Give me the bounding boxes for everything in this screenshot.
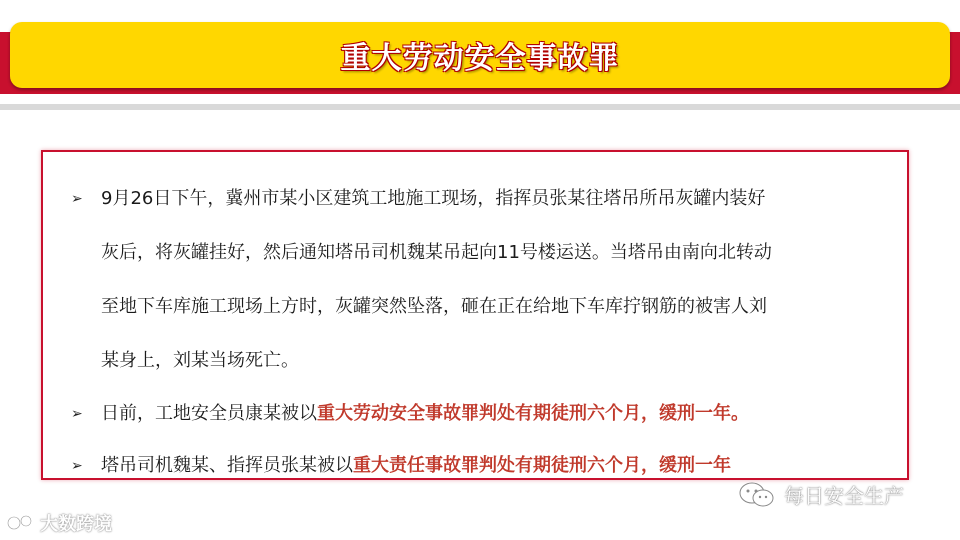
verdict-highlight: 重大劳动安全事故罪判处有期徒刑六个月，缓刑一年。: [317, 403, 749, 424]
verdict-prefix: 日前，工地安全员康某被以: [101, 403, 317, 424]
content-box: [41, 150, 909, 480]
bullet-arrow-icon: ➢: [71, 458, 83, 474]
watermark-left-text: 大数跨境: [40, 514, 112, 535]
case-line-4: 某身上，刘某当场死亡。: [101, 350, 299, 371]
bullet-item-verdict-safety-officer: [71, 388, 885, 440]
watermark-right: [738, 480, 904, 509]
verdict-prefix: 塔吊司机魏某、指挥员张某被以: [101, 455, 353, 476]
case-line-3: 至地下车库施工现场上方时，灰罐突然坠落，砸在正在给地下车库拧钢筋的被害人刘: [101, 296, 767, 317]
wechat-icon: [738, 481, 776, 509]
watermark-left: [6, 510, 112, 536]
case-line-2: 灰后，将灰罐挂好，然后通知塔吊司机魏某吊起向11号楼运送。当塔吊由南向北转动: [101, 242, 772, 263]
page-title: 重大劳动安全事故罪: [340, 41, 620, 76]
watermark-right-text: 每日安全生产: [784, 484, 904, 508]
bullet-arrow-icon: ➢: [71, 406, 83, 422]
title-banner: [10, 22, 950, 88]
bullet-item-case: [71, 172, 885, 388]
case-line-1: 9月26日下午，冀州市某小区建筑工地施工现场，指挥员张某往塔吊所吊灰罐内装好: [101, 188, 766, 209]
bullet-arrow-icon: ➢: [71, 191, 83, 207]
verdict-highlight: 重大责任事故罪判处有期徒刑六个月，缓刑一年: [353, 455, 731, 476]
logo-icon: [6, 512, 36, 534]
header-divider: [0, 104, 960, 110]
